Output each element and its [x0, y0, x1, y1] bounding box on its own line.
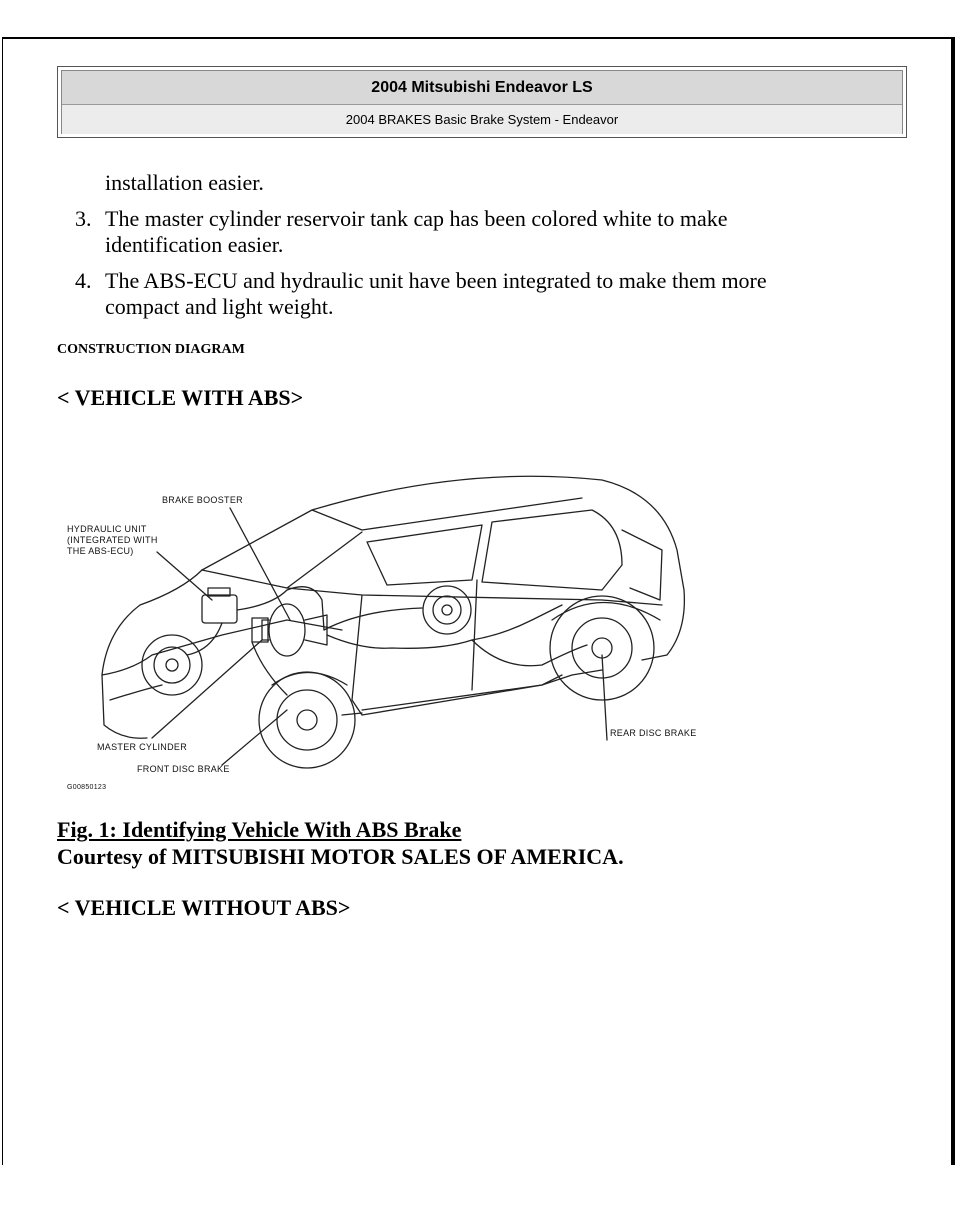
label-master-cylinder: MASTER CYLINDER [97, 742, 188, 752]
figure-code: G00850123 [67, 784, 107, 791]
list-continuation: installation easier. [105, 170, 264, 195]
label-hydraulic-unit-line3: THE ABS-ECU) [67, 546, 134, 556]
list-item-text: The ABS-ECU and hydraulic unit have been integrated to make them more [105, 268, 767, 293]
document-header [57, 66, 907, 138]
label-hydraulic-unit: HYDRAULIC UNIT [67, 524, 147, 534]
header-title: 2004 Mitsubishi Endeavor LS [62, 71, 902, 105]
list-item-text: The master cylinder reservoir tank cap has been colored white to make [105, 206, 728, 231]
construction-diagram-figure [62, 470, 722, 795]
header-subtitle: 2004 BRAKES Basic Brake System - Endeavor [62, 105, 902, 134]
list-item-number: 4. [75, 268, 92, 293]
figure-courtesy: Courtesy of MITSUBISHI MOTOR SALES OF AMERICA. [57, 844, 624, 869]
header-inner [61, 70, 903, 134]
figure-caption-link[interactable]: Fig. 1: Identifying Vehicle With ABS Brake [57, 817, 462, 842]
section-heading: CONSTRUCTION DIAGRAM [57, 342, 245, 357]
list-item-text-cont: compact and light weight. [105, 294, 334, 319]
list-item-text-cont: identification easier. [105, 232, 284, 257]
subheading-with-abs: < VEHICLE WITH ABS> [57, 385, 304, 410]
label-front-disc-brake: FRONT DISC BRAKE [137, 764, 230, 774]
list-item-number: 3. [75, 206, 92, 231]
subheading-without-abs: < VEHICLE WITHOUT ABS> [57, 895, 351, 920]
label-rear-disc-brake: REAR DISC BRAKE [610, 728, 697, 738]
label-hydraulic-unit-line2: (INTEGRATED WITH [67, 535, 158, 545]
label-brake-booster: BRAKE BOOSTER [162, 495, 243, 505]
